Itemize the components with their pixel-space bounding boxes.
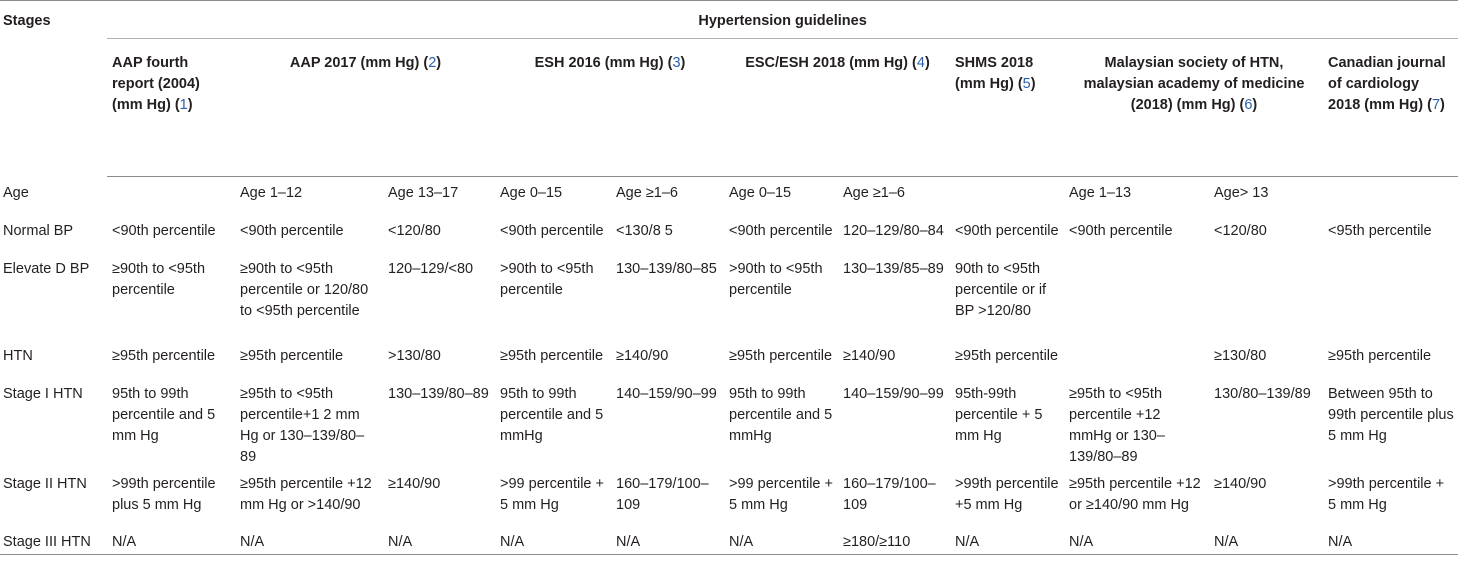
table-row [0,340,1458,378]
table-cell: N/A [495,529,611,555]
col-header-canadian-2018: Canadian journal of cardiology 2018 (mm Hg) (7) [1323,39,1458,177]
stage-label: HTN [3,347,33,364]
table-cell: 130–139/80–85 [616,260,717,277]
table-cell: >90th to <95th percentile [500,260,594,298]
table-cell: Age 13–17 [388,185,459,201]
table-cell: 140–159/90–99 [616,385,717,402]
table-row [0,215,1458,253]
table-cell: Age 0–15 [729,185,792,201]
table-cell: <90th percentile [729,222,833,239]
stage-label: Stage II HTN [3,475,87,492]
table-cell: <90th percentile [1069,222,1173,239]
table-cell: N/A [107,529,235,555]
stage-label: Elevate D BP [3,260,90,277]
col-header-esc-esh-2018: ESC/ESH 2018 (mm Hg) (4) [724,39,950,177]
table-cell: <95th percentile [1328,222,1432,239]
table-cell: >99 percentile + 5 mm Hg [729,475,833,513]
stage-label: Age [3,184,29,201]
table-cell [107,177,235,215]
table-cell: >99th percentile plus 5 mm Hg [112,475,216,513]
stages-header: Stages [0,1,107,177]
table-cell [1323,253,1458,340]
col-header-esh-2016: ESH 2016 (mm Hg) (3) [495,39,724,177]
table-cell [1064,253,1209,340]
table-cell: Age ≥1–6 [616,185,678,201]
stage-label: Stage I HTN [3,385,83,402]
table-cell: 130–139/85–89 [843,260,944,277]
table-cell: ≥95th percentile [500,347,604,364]
table-cell: ≥90th to <95th percentile [112,260,206,298]
col-header-malaysian-2018: Malaysian society of HTN, malaysian academy of medicine (2018) (mm Hg) (6) [1064,39,1323,177]
table-cell: ≥95th percentile [1328,347,1432,364]
table-cell: Age ≥1–6 [843,185,905,201]
table-cell: Age 0–15 [500,185,563,201]
table-cell: N/A [383,529,495,555]
table-cell [950,177,1064,215]
table-cell: <90th percentile [112,222,216,239]
table-cell: ≥140/90 [388,475,441,492]
table-cell: >99 percentile + 5 mm Hg [500,475,604,513]
table-row [0,253,1458,340]
table-cell: 160–179/100–109 [843,475,936,513]
table-cell: ≥140/90 [843,347,896,364]
table-cell: ≥130/80 [1214,347,1267,364]
table-cell: ≥95th to <95th percentile+1 2 mm Hg or 130–139/80–89 [240,385,365,465]
table-cell: 95th to 99th percentile and 5 mm Hg [112,385,216,444]
guidelines-header: Hypertension guidelines [107,1,1458,39]
table-row [0,177,1458,215]
table-cell: <120/80 [1214,222,1267,239]
table-cell: ≥95th percentile [112,347,216,364]
table-row [0,529,1458,555]
table-cell: 120–129/<80 [388,260,474,277]
table-cell: 160–179/100–109 [616,475,709,513]
table-cell [1209,253,1323,340]
table-cell: ≥95th percentile [955,347,1059,364]
table-cell: ≥95th percentile +12 mm Hg or >140/90 [240,475,372,513]
col-header-shms-2018: SHMS 2018 (mm Hg) (5) [950,39,1064,177]
table-cell: 130/80–139/89 [1214,385,1311,402]
table-cell: ≥95th percentile [240,347,344,364]
table-cell: <90th percentile [240,222,344,239]
table-cell: ≥95th percentile +12 or ≥140/90 mm Hg [1069,475,1201,513]
table-cell: ≥90th to <95th percentile or 120/80 to <95th percentile [240,260,369,319]
stage-label: Normal BP [3,222,74,239]
table-cell: >99th percentile +5 mm Hg [955,475,1059,513]
table-row [0,468,1458,529]
table-cell: 95th-99th percentile + 5 mm Hg [955,385,1043,444]
table-cell: N/A [1064,529,1209,555]
table-cell: Between 95th to 99th percentile plus 5 mm Hg [1328,385,1454,444]
table-cell: ≥140/90 [1214,475,1267,492]
table-cell: ≥95th percentile [729,347,833,364]
table-cell: 140–159/90–99 [843,385,944,402]
table-cell: <90th percentile [500,222,604,239]
table-cell: 120–129/80–84 [843,222,944,239]
table-cell: 130–139/80–89 [388,385,489,402]
table-cell [1064,340,1209,378]
table-row [0,378,1458,468]
table-cell: <130/8 5 [616,222,673,239]
table-cell: <90th percentile [955,222,1059,239]
col-header-aap-2004: AAP fourth report (2004) (mm Hg) (1) [107,39,235,177]
table-cell: >130/80 [388,347,441,364]
table-body [0,177,1458,555]
table-cell: >90th to <95th percentile [729,260,823,298]
table-cell: Age 1–13 [1069,185,1132,201]
col-header-aap-2017: AAP 2017 (mm Hg) (2) [235,39,495,177]
table-cell: Age 1–12 [240,185,303,201]
table-cell: >99th percentile + 5 mm Hg [1328,475,1445,513]
table-cell: N/A [1323,529,1458,555]
stage-label: Stage III HTN [0,529,107,555]
table-cell: Age> 13 [1214,185,1269,201]
table-cell: N/A [611,529,724,555]
table-cell: 95th to 99th percentile and 5 mmHg [729,385,833,444]
table-cell [1323,177,1458,215]
table-cell: 95th to 99th percentile and 5 mmHg [500,385,604,444]
table-cell: 90th to <95th percentile or if BP >120/80 [955,260,1047,319]
table-cell: N/A [235,529,383,555]
table-cell: ≥95th to <95th percentile +12 mmHg or 130–139/80–89 [1069,385,1165,465]
table-cell: N/A [950,529,1064,555]
table-cell: <120/80 [388,222,441,239]
table-cell: ≥180/≥110 [838,529,950,555]
table-cell: ≥140/90 [616,347,669,364]
table-cell: N/A [1209,529,1323,555]
table-cell: N/A [724,529,838,555]
